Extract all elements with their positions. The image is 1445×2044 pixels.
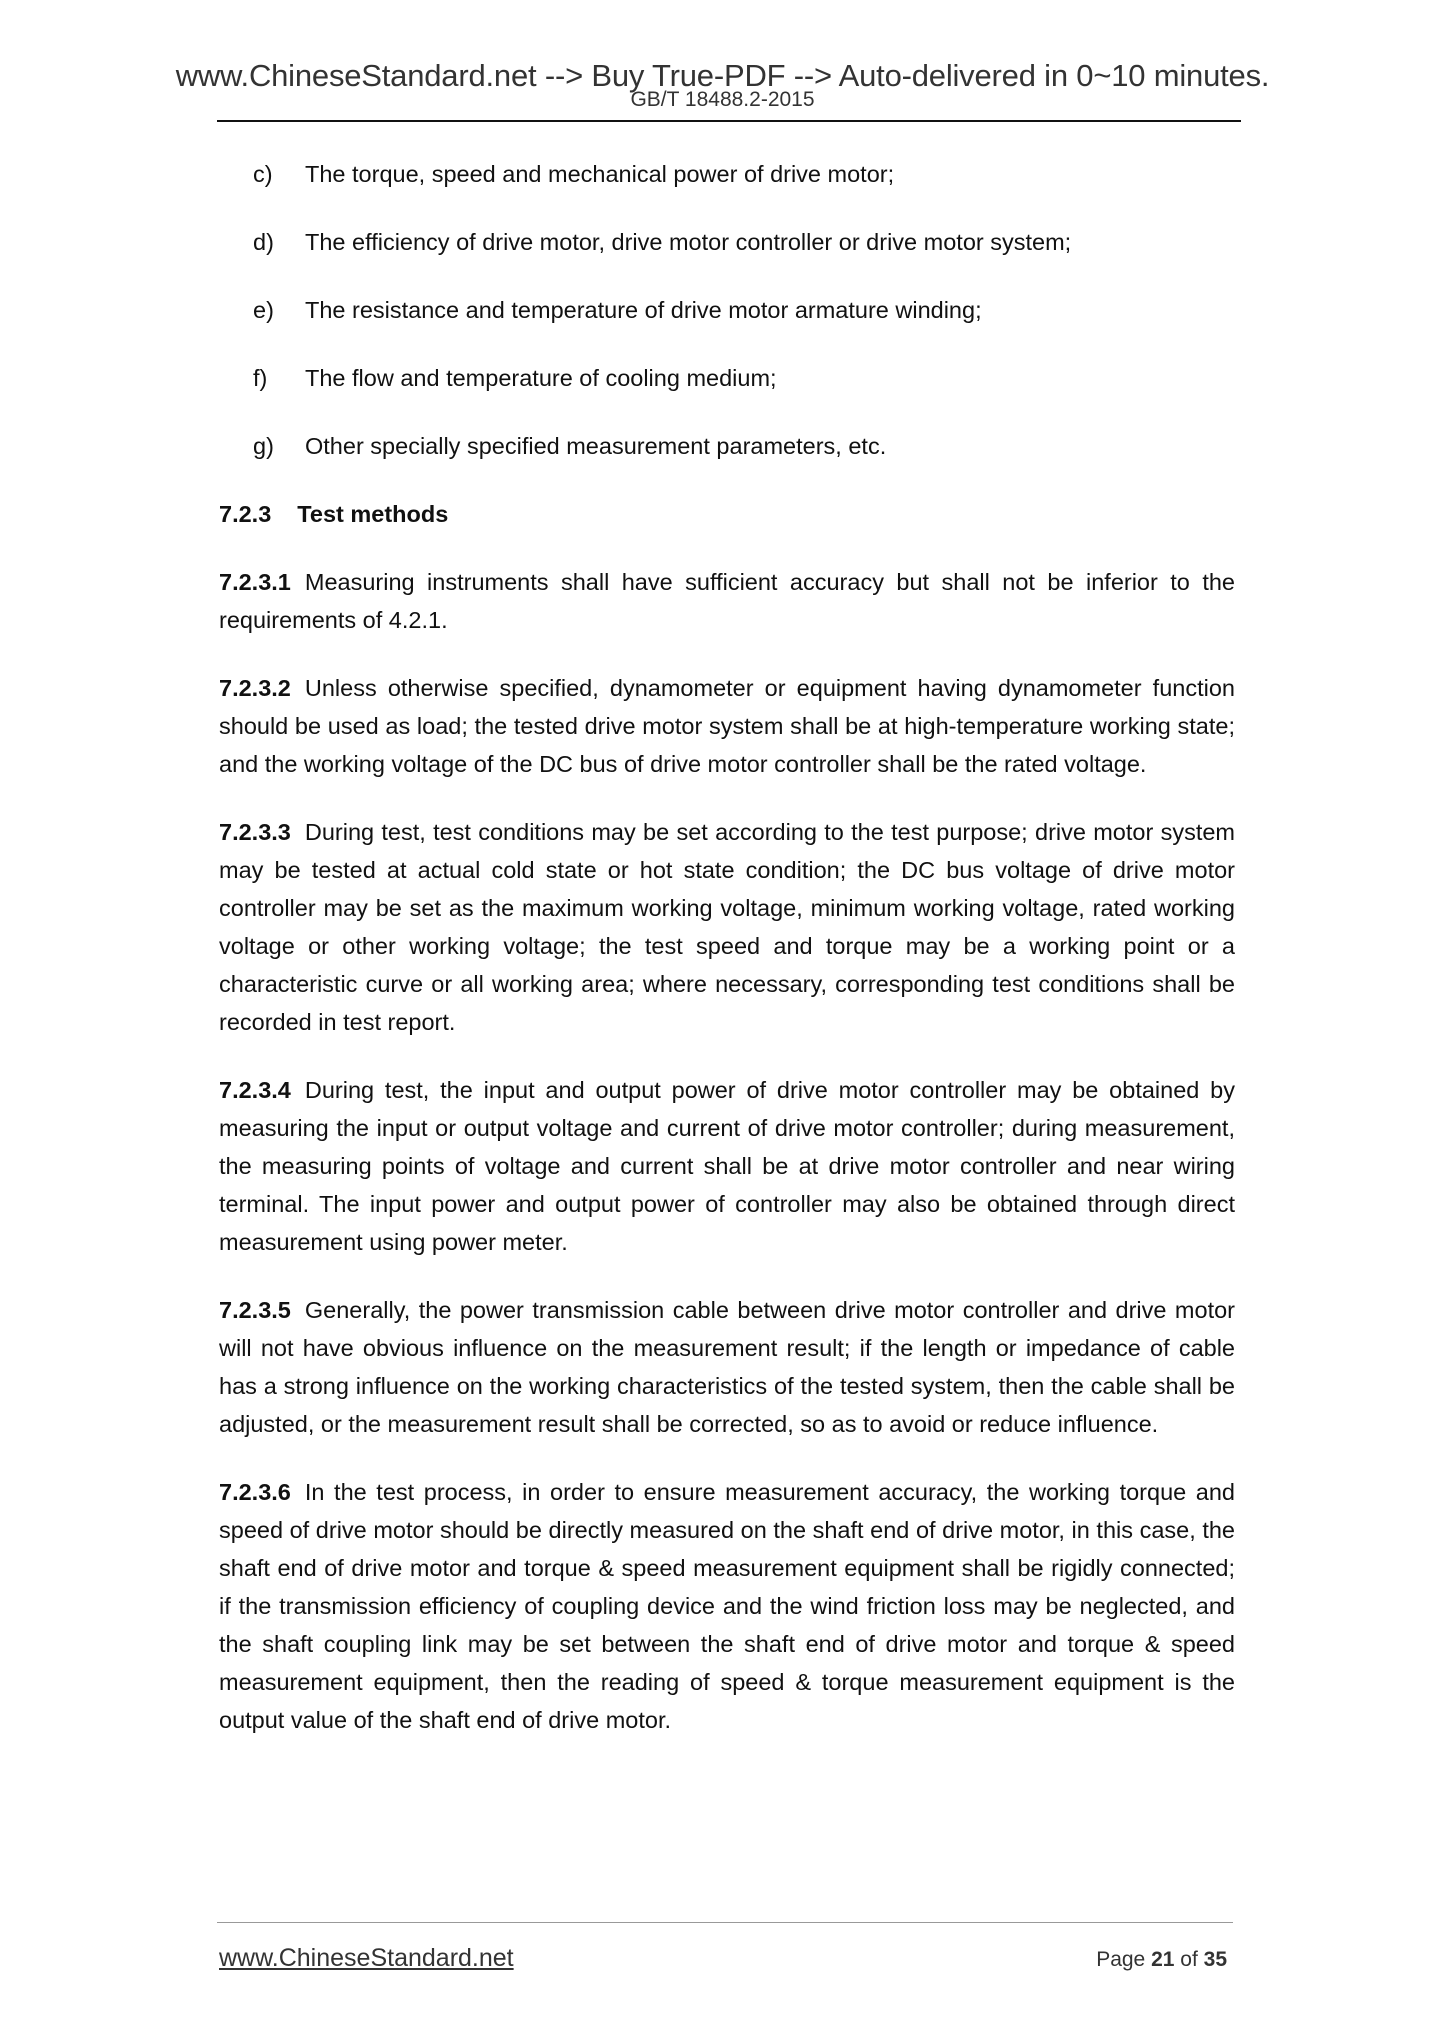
footer-divider	[217, 1922, 1233, 1923]
clause-text: Unless otherwise specified, dynamometer or equipment having dynamometer function should be used as load; the tested drive motor system shall be at high-temperature working state; and the working voltage of the DC bus of drive motor controller shall be the rated voltage.	[219, 675, 1235, 777]
clause-paragraph	[219, 563, 1235, 639]
section-heading	[219, 495, 1235, 533]
clause-number: 7.2.3.5	[219, 1297, 291, 1323]
clause-paragraph	[219, 1473, 1235, 1739]
clause-number: 7.2.3.2	[219, 675, 291, 701]
clause-number: 7.2.3.1	[219, 569, 291, 595]
clause-text: Measuring instruments shall have sufficient accuracy but shall not be inferior to the requirements of 4.2.1.	[219, 569, 1235, 633]
list-text: The flow and temperature of cooling medium;	[305, 365, 777, 391]
list-item	[219, 155, 1235, 193]
page-total: 35	[1203, 1948, 1227, 1971]
list-label: c)	[253, 161, 273, 187]
page-number: 21	[1151, 1948, 1175, 1971]
list-item	[219, 223, 1235, 261]
clause-number: 7.2.3.4	[219, 1077, 291, 1103]
standard-number: GB/T 18488.2-2015	[630, 88, 815, 111]
list-item	[219, 359, 1235, 397]
section-number: 7.2.3	[219, 501, 272, 527]
clause-text: During test, the input and output power of drive motor controller may be obtained by measuring the input or output voltage and current of drive motor controller; during measurement, the measuring points of voltage and current shall be at drive motor controller and near wiring terminal. The input power and output power of controller may also be obtained through direct measurement using power meter.	[219, 1077, 1235, 1255]
page-indicator	[1096, 1948, 1227, 1972]
list-label: f)	[253, 365, 268, 391]
banner-link[interactable]: www.ChineseStandard.net --> Buy True-PDF --> Auto-delivered in 0~10 minutes.	[175, 58, 1270, 93]
clause-number: 7.2.3.3	[219, 819, 291, 845]
footer-link[interactable]: www.ChineseStandard.net	[219, 1944, 514, 1972]
list-text: Other specially specified measurement parameters, etc.	[305, 433, 887, 459]
clause-paragraph	[219, 813, 1235, 1041]
page-prefix: Page	[1096, 1948, 1146, 1971]
section-title: Test methods	[297, 501, 449, 527]
page-content	[219, 155, 1235, 1769]
list-item	[219, 427, 1235, 465]
list-item	[219, 291, 1235, 329]
list-text: The resistance and temperature of drive motor armature winding;	[305, 297, 982, 323]
list-label: e)	[253, 297, 274, 323]
clause-text: During test, test conditions may be set according to the test purpose; drive motor system may be tested at actual cold state or hot state condition; the DC bus voltage of drive motor controller may be set as the maximum working voltage, minimum working voltage, rated working voltage or other working voltage; the test speed and torque may be a working point or a characteristic curve or all working area; where necessary, corresponding test conditions shall be recorded in test report.	[219, 819, 1235, 1035]
list-text: The torque, speed and mechanical power of drive motor;	[305, 161, 895, 187]
clause-paragraph	[219, 1291, 1235, 1443]
clause-text: In the test process, in order to ensure measurement accuracy, the working torque and speed of drive motor should be directly measured on the shaft end of drive motor, in this case, the shaft end of drive motor and torque & speed measurement equipment shall be rigidly connected; if the transmission efficiency of coupling device and the wind friction loss may be neglected, and the shaft coupling link may be set between the shaft end of drive motor and torque & speed measurement equipment, then the reading of speed & torque measurement equipment is the output value of the shaft end of drive motor.	[219, 1479, 1235, 1733]
list-label: g)	[253, 433, 274, 459]
header-divider	[217, 120, 1241, 122]
clause-paragraph	[219, 669, 1235, 783]
clause-number: 7.2.3.6	[219, 1479, 291, 1505]
list-label: d)	[253, 229, 274, 255]
clause-text: Generally, the power transmission cable between drive motor controller and drive motor will not have obvious influence on the measurement result; if the length or impedance of cable has a strong influence on the working characteristics of the tested system, then the cable shall be adjusted, or the measurement result shall be corrected, so as to avoid or reduce influence.	[219, 1297, 1235, 1437]
list-text: The efficiency of drive motor, drive motor controller or drive motor system;	[305, 229, 1072, 255]
clause-paragraph	[219, 1071, 1235, 1261]
page-of: of	[1180, 1948, 1198, 1971]
